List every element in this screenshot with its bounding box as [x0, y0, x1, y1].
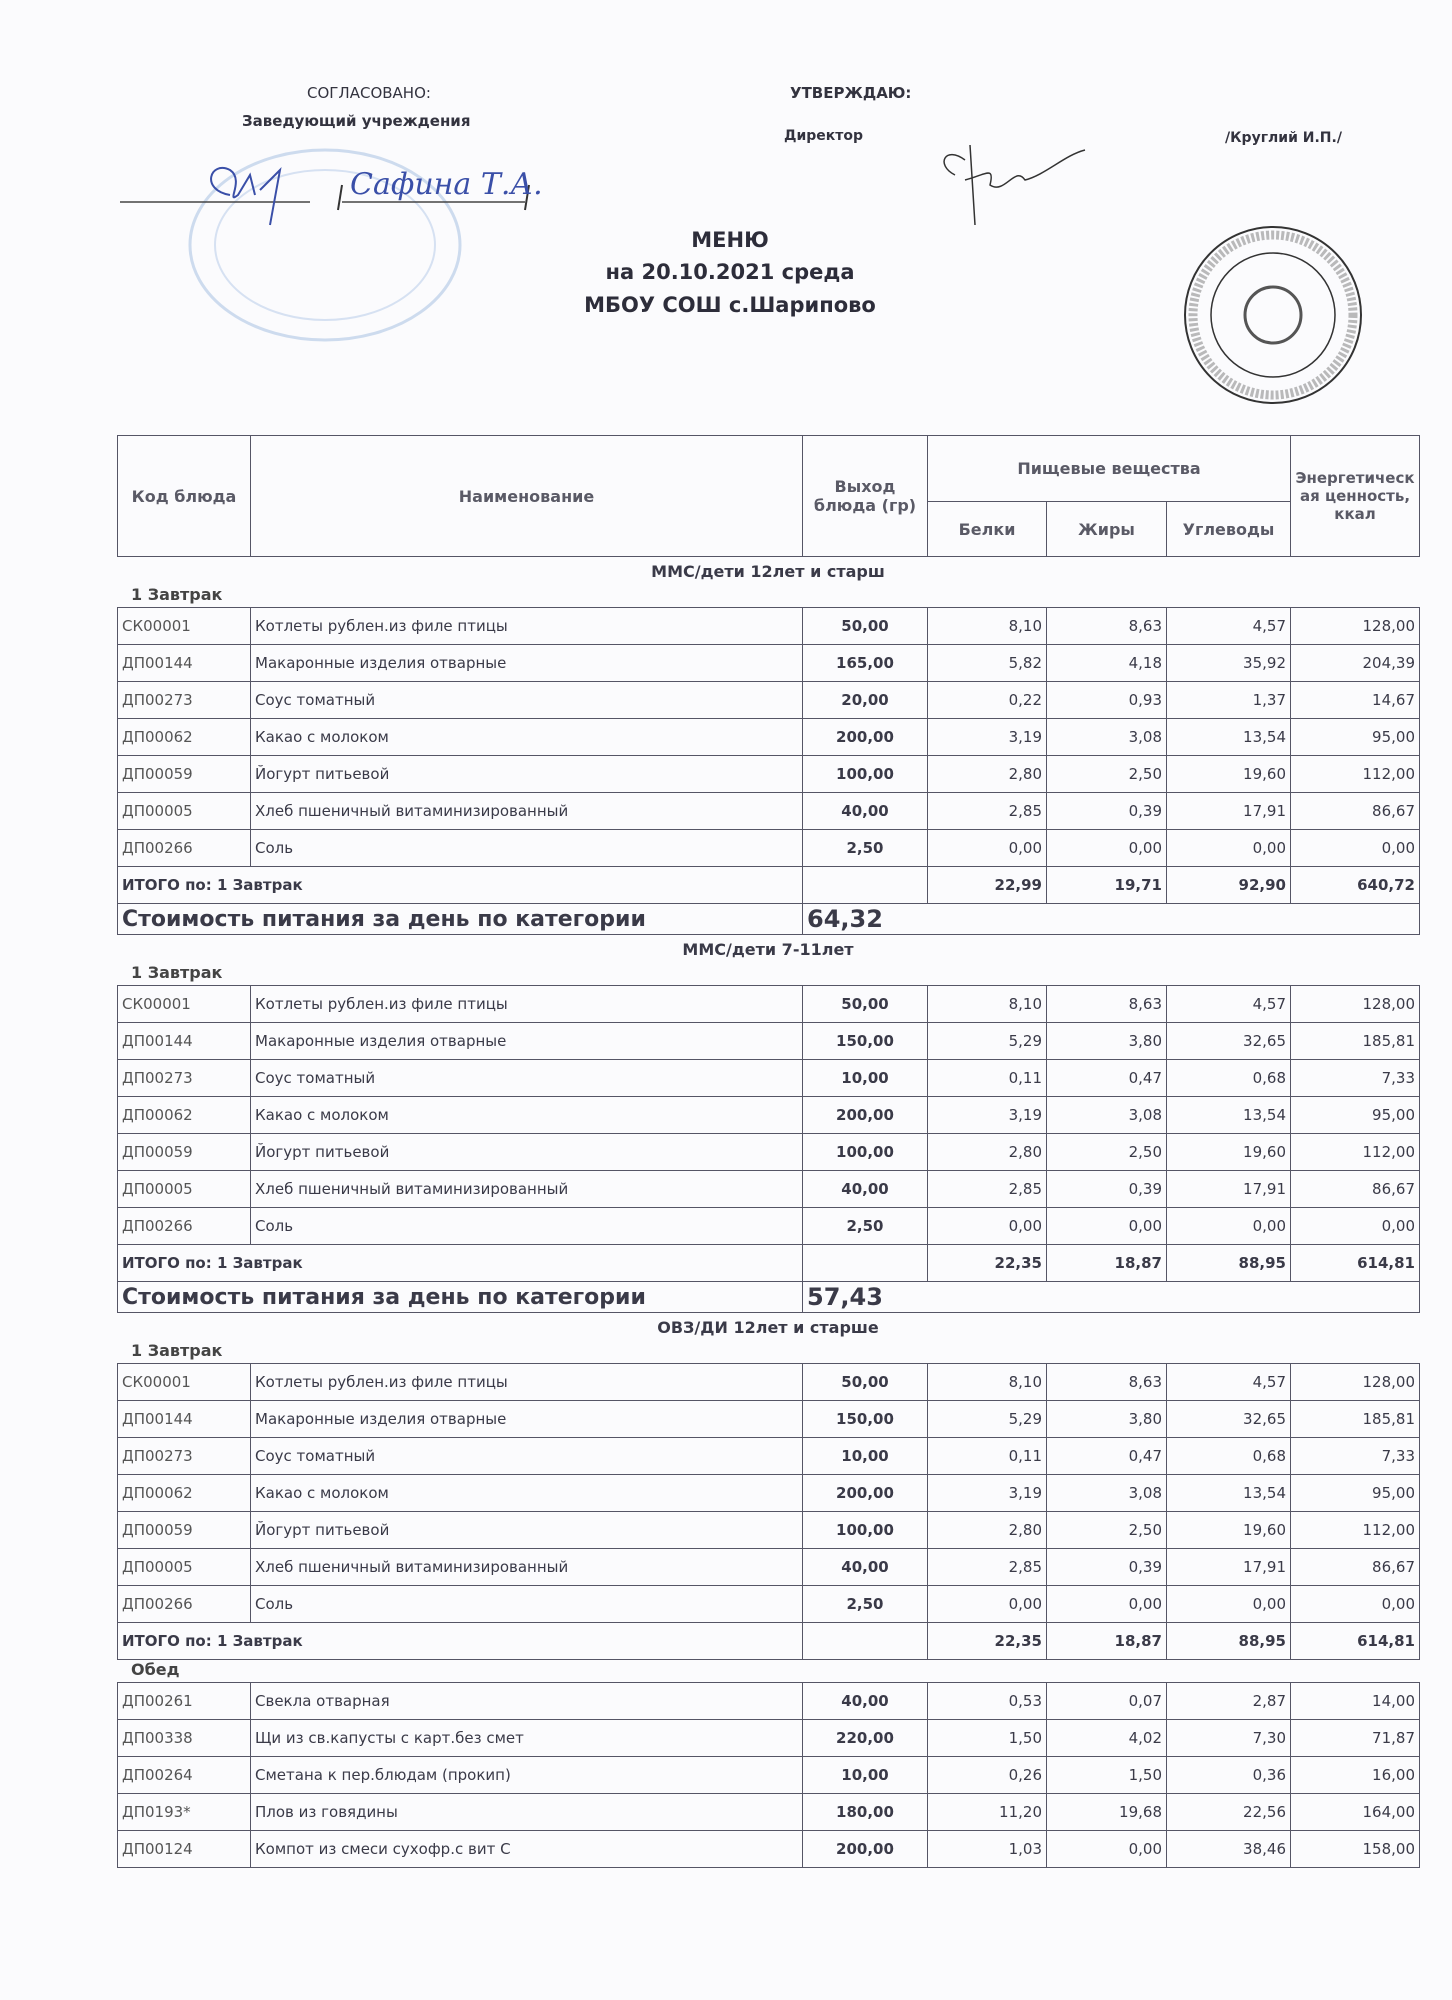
dish-code: ДП00266 [118, 1586, 251, 1623]
signature-name: Сафина Т.А. [350, 167, 543, 202]
dish-name: Какао с молоком [251, 1097, 803, 1134]
carbs-cell: 32,65 [1167, 1023, 1291, 1060]
total-row [118, 1623, 1420, 1660]
energy-cell: 0,00 [1291, 1208, 1420, 1245]
energy-cell: 71,87 [1291, 1720, 1420, 1757]
meal-table [117, 1682, 1420, 1868]
approve-label: УТВЕРЖДАЮ: [790, 84, 912, 102]
carbs-cell: 4,57 [1167, 986, 1291, 1023]
fat-cell: 3,80 [1047, 1401, 1167, 1438]
dish-name: Сметана к пер.блюдам (прокип) [251, 1757, 803, 1794]
dish-code: ДП00338 [118, 1720, 251, 1757]
protein-cell: 0,26 [928, 1757, 1047, 1794]
col-carbs: Углеводы [1167, 502, 1291, 557]
table-row [118, 1097, 1420, 1134]
carbs-cell: 17,91 [1167, 1549, 1291, 1586]
table-row [118, 830, 1420, 867]
energy-cell: 14,67 [1291, 682, 1420, 719]
energy-cell: 14,00 [1291, 1683, 1420, 1720]
dish-output: 180,00 [803, 1794, 928, 1831]
dish-output: 200,00 [803, 719, 928, 756]
dish-name: Котлеты рублен.из филе птицы [251, 1364, 803, 1401]
total-label: ИТОГО по: 1 Завтрак [118, 1623, 803, 1660]
dish-code: ДП00144 [118, 1401, 251, 1438]
cost-row [118, 1282, 1420, 1313]
dish-name: Макаронные изделия отварные [251, 645, 803, 682]
dish-name: Плов из говядины [251, 1794, 803, 1831]
table-row [118, 793, 1420, 830]
total-value: 92,90 [1167, 867, 1291, 904]
table-row [118, 1475, 1420, 1512]
fat-cell: 0,47 [1047, 1060, 1167, 1097]
total-value: 19,71 [1047, 867, 1167, 904]
fat-cell: 0,00 [1047, 1586, 1167, 1623]
protein-cell: 2,85 [928, 1171, 1047, 1208]
protein-cell: 2,80 [928, 1134, 1047, 1171]
fat-cell: 0,39 [1047, 1549, 1167, 1586]
fat-cell: 3,08 [1047, 719, 1167, 756]
total-value: 22,99 [928, 867, 1047, 904]
protein-cell: 0,00 [928, 1208, 1047, 1245]
total-value: 18,87 [1047, 1245, 1167, 1282]
carbs-cell: 0,00 [1167, 1208, 1291, 1245]
agreed-label: СОГЛАСОВАНО: [307, 84, 431, 102]
col-energy: Энергетическая ценность, ккал [1291, 436, 1420, 557]
table-row [118, 1171, 1420, 1208]
dish-output: 200,00 [803, 1831, 928, 1868]
fat-cell: 0,00 [1047, 1208, 1167, 1245]
carbs-cell: 19,60 [1167, 756, 1291, 793]
dish-name: Соль [251, 830, 803, 867]
dish-name: Макаронные изделия отварные [251, 1401, 803, 1438]
col-fat: Жиры [1047, 502, 1167, 557]
table-row [118, 756, 1420, 793]
carbs-cell: 0,00 [1167, 830, 1291, 867]
fat-cell: 0,07 [1047, 1683, 1167, 1720]
dish-output: 200,00 [803, 1097, 928, 1134]
energy-cell: 86,67 [1291, 1171, 1420, 1208]
dish-name: Йогурт питьевой [251, 1512, 803, 1549]
carbs-cell: 0,00 [1167, 1586, 1291, 1623]
dish-name: Соль [251, 1208, 803, 1245]
meal-title: 1 Завтрак [131, 963, 223, 982]
total-label: ИТОГО по: 1 Завтрак [118, 867, 803, 904]
fat-cell: 2,50 [1047, 1134, 1167, 1171]
carbs-cell: 0,68 [1167, 1438, 1291, 1475]
dish-code: ДП00059 [118, 1134, 251, 1171]
dish-output: 50,00 [803, 986, 928, 1023]
dish-output: 40,00 [803, 1683, 928, 1720]
protein-cell: 0,11 [928, 1060, 1047, 1097]
total-value: 614,81 [1291, 1245, 1420, 1282]
total-row [118, 1245, 1420, 1282]
dish-code: СК00001 [118, 608, 251, 645]
carbs-cell: 4,57 [1167, 608, 1291, 645]
carbs-cell: 22,56 [1167, 1794, 1291, 1831]
dish-output: 100,00 [803, 1512, 928, 1549]
fat-cell: 0,00 [1047, 830, 1167, 867]
cost-value: 64,32 [803, 904, 1420, 935]
protein-cell: 8,10 [928, 1364, 1047, 1401]
protein-cell: 5,29 [928, 1023, 1047, 1060]
protein-cell: 2,80 [928, 756, 1047, 793]
protein-cell: 5,29 [928, 1401, 1047, 1438]
col-output: Выход блюда (гр) [803, 436, 928, 557]
dish-code: ДП00273 [118, 1060, 251, 1097]
table-row [118, 1757, 1420, 1794]
total-output-empty [803, 1623, 928, 1660]
meal-table [117, 985, 1420, 1313]
energy-cell: 112,00 [1291, 1134, 1420, 1171]
table-row [118, 1512, 1420, 1549]
fat-cell: 8,63 [1047, 986, 1167, 1023]
dish-name: Хлеб пшеничный витаминизированный [251, 793, 803, 830]
energy-cell: 204,39 [1291, 645, 1420, 682]
carbs-cell: 17,91 [1167, 793, 1291, 830]
table-row [118, 1438, 1420, 1475]
approve-role: Директор [784, 128, 864, 144]
dish-code: ДП00266 [118, 1208, 251, 1245]
section-title: ММС/дети 7-11лет [682, 940, 854, 959]
cost-value: 57,43 [803, 1282, 1420, 1313]
section-title: ОВЗ/ДИ 12лет и старше [657, 1318, 879, 1337]
signature-agreed [120, 150, 680, 240]
fat-cell: 1,50 [1047, 1757, 1167, 1794]
protein-cell: 2,85 [928, 1549, 1047, 1586]
energy-cell: 16,00 [1291, 1757, 1420, 1794]
dish-code: ДП00005 [118, 1549, 251, 1586]
protein-cell: 8,10 [928, 986, 1047, 1023]
protein-cell: 1,50 [928, 1720, 1047, 1757]
energy-cell: 0,00 [1291, 1586, 1420, 1623]
energy-cell: 95,00 [1291, 1475, 1420, 1512]
section-title: ММС/дети 12лет и старш [651, 562, 885, 581]
total-output-empty [803, 867, 928, 904]
carbs-cell: 7,30 [1167, 1720, 1291, 1757]
table-row [118, 1401, 1420, 1438]
carbs-cell: 19,60 [1167, 1512, 1291, 1549]
carbs-cell: 0,68 [1167, 1060, 1291, 1097]
dish-output: 200,00 [803, 1475, 928, 1512]
col-code: Код блюда [118, 436, 251, 557]
dish-output: 10,00 [803, 1438, 928, 1475]
table-row [118, 1549, 1420, 1586]
dish-name: Йогурт питьевой [251, 1134, 803, 1171]
table-row [118, 682, 1420, 719]
protein-cell: 0,00 [928, 1586, 1047, 1623]
fat-cell: 0,00 [1047, 1831, 1167, 1868]
carbs-cell: 32,65 [1167, 1401, 1291, 1438]
carbs-cell: 17,91 [1167, 1171, 1291, 1208]
meal-table [117, 1363, 1420, 1660]
energy-cell: 95,00 [1291, 1097, 1420, 1134]
cost-label: Стоимость питания за день по категории [118, 904, 803, 935]
protein-cell: 3,19 [928, 1097, 1047, 1134]
table-row [118, 1364, 1420, 1401]
carbs-cell: 2,87 [1167, 1683, 1291, 1720]
table-row [118, 1683, 1420, 1720]
energy-cell: 128,00 [1291, 1364, 1420, 1401]
fat-cell: 2,50 [1047, 1512, 1167, 1549]
dish-code: СК00001 [118, 986, 251, 1023]
col-protein: Белки [928, 502, 1047, 557]
agreed-role: Заведующий учреждения [242, 112, 471, 130]
energy-cell: 128,00 [1291, 608, 1420, 645]
dish-name: Йогурт питьевой [251, 756, 803, 793]
protein-cell: 0,53 [928, 1683, 1047, 1720]
total-value: 614,81 [1291, 1623, 1420, 1660]
dish-name: Котлеты рублен.из филе птицы [251, 986, 803, 1023]
dish-code: ДП00005 [118, 793, 251, 830]
table-row [118, 1720, 1420, 1757]
protein-cell: 5,82 [928, 645, 1047, 682]
dish-output: 2,50 [803, 1208, 928, 1245]
signature-director [935, 135, 1105, 235]
total-value: 22,35 [928, 1245, 1047, 1282]
dish-output: 50,00 [803, 1364, 928, 1401]
fat-cell: 4,18 [1047, 645, 1167, 682]
table-row [118, 608, 1420, 645]
dish-name: Какао с молоком [251, 719, 803, 756]
fat-cell: 0,47 [1047, 1438, 1167, 1475]
fat-cell: 8,63 [1047, 1364, 1167, 1401]
fat-cell: 3,80 [1047, 1023, 1167, 1060]
dish-output: 2,50 [803, 1586, 928, 1623]
dish-output: 100,00 [803, 756, 928, 793]
fat-cell: 0,39 [1047, 1171, 1167, 1208]
dish-output: 220,00 [803, 1720, 928, 1757]
protein-cell: 2,85 [928, 793, 1047, 830]
table-row [118, 645, 1420, 682]
dish-code: ДП00273 [118, 682, 251, 719]
meal-title: Обед [131, 1660, 180, 1679]
dish-code: ДП00062 [118, 1475, 251, 1512]
dish-name: Макаронные изделия отварные [251, 1023, 803, 1060]
dish-code: ДП00124 [118, 1831, 251, 1868]
energy-cell: 7,33 [1291, 1060, 1420, 1097]
dish-name: Хлеб пшеничный витаминизированный [251, 1549, 803, 1586]
total-output-empty [803, 1245, 928, 1282]
energy-cell: 0,00 [1291, 830, 1420, 867]
dish-code: ДП00005 [118, 1171, 251, 1208]
table-row [118, 719, 1420, 756]
table-row [118, 1023, 1420, 1060]
round-stamp-right [1178, 220, 1368, 410]
energy-cell: 86,67 [1291, 1549, 1420, 1586]
dish-output: 10,00 [803, 1757, 928, 1794]
total-row [118, 867, 1420, 904]
carbs-cell: 4,57 [1167, 1364, 1291, 1401]
fat-cell: 19,68 [1047, 1794, 1167, 1831]
col-nutrients: Пищевые вещества [928, 436, 1291, 502]
fat-cell: 4,02 [1047, 1720, 1167, 1757]
cost-row [118, 904, 1420, 935]
carbs-cell: 13,54 [1167, 719, 1291, 756]
energy-cell: 7,33 [1291, 1438, 1420, 1475]
table-header [117, 435, 1420, 557]
dish-name: Щи из св.капусты с карт.без смет [251, 1720, 803, 1757]
dish-code: СК00001 [118, 1364, 251, 1401]
fat-cell: 0,93 [1047, 682, 1167, 719]
dish-code: ДП00062 [118, 719, 251, 756]
dish-name: Котлеты рублен.из филе птицы [251, 608, 803, 645]
dish-output: 20,00 [803, 682, 928, 719]
protein-cell: 3,19 [928, 719, 1047, 756]
meal-title: 1 Завтрак [131, 585, 223, 604]
dish-output: 40,00 [803, 1549, 928, 1586]
carbs-cell: 0,36 [1167, 1757, 1291, 1794]
energy-cell: 86,67 [1291, 793, 1420, 830]
dish-output: 40,00 [803, 793, 928, 830]
dish-output: 165,00 [803, 645, 928, 682]
approve-name: /Круглий И.П./ [1225, 130, 1342, 146]
menu-table [117, 435, 1419, 1868]
total-value: 640,72 [1291, 867, 1420, 904]
dish-code: ДП00264 [118, 1757, 251, 1794]
total-label: ИТОГО по: 1 Завтрак [118, 1245, 803, 1282]
carbs-cell: 13,54 [1167, 1097, 1291, 1134]
carbs-cell: 19,60 [1167, 1134, 1291, 1171]
dish-output: 50,00 [803, 608, 928, 645]
dish-output: 150,00 [803, 1023, 928, 1060]
dish-name: Соус томатный [251, 1060, 803, 1097]
carbs-cell: 38,46 [1167, 1831, 1291, 1868]
page-title: МЕНЮ [691, 228, 769, 252]
dish-output: 100,00 [803, 1134, 928, 1171]
table-row [118, 1208, 1420, 1245]
protein-cell: 0,11 [928, 1438, 1047, 1475]
table-row [118, 1794, 1420, 1831]
fat-cell: 0,39 [1047, 793, 1167, 830]
dish-output: 10,00 [803, 1060, 928, 1097]
fat-cell: 3,08 [1047, 1097, 1167, 1134]
fat-cell: 2,50 [1047, 756, 1167, 793]
col-name: Наименование [251, 436, 803, 557]
dish-name: Компот из смеси сухофр.с вит С [251, 1831, 803, 1868]
table-row [118, 1586, 1420, 1623]
total-value: 18,87 [1047, 1623, 1167, 1660]
dish-code: ДП00062 [118, 1097, 251, 1134]
total-value: 88,95 [1167, 1623, 1291, 1660]
dish-name: Соль [251, 1586, 803, 1623]
table-row [118, 1134, 1420, 1171]
total-value: 88,95 [1167, 1245, 1291, 1282]
energy-cell: 158,00 [1291, 1831, 1420, 1868]
school-name: МБОУ СОШ с.Шарипово [584, 293, 876, 317]
dish-name: Соус томатный [251, 1438, 803, 1475]
dish-output: 2,50 [803, 830, 928, 867]
dish-output: 40,00 [803, 1171, 928, 1208]
protein-cell: 1,03 [928, 1831, 1047, 1868]
energy-cell: 112,00 [1291, 756, 1420, 793]
dish-name: Какао с молоком [251, 1475, 803, 1512]
carbs-cell: 13,54 [1167, 1475, 1291, 1512]
cost-label: Стоимость питания за день по категории [118, 1282, 803, 1313]
dish-name: Свекла отварная [251, 1683, 803, 1720]
dish-name: Хлеб пшеничный витаминизированный [251, 1171, 803, 1208]
dish-code: ДП00144 [118, 645, 251, 682]
energy-cell: 112,00 [1291, 1512, 1420, 1549]
fat-cell: 8,63 [1047, 608, 1167, 645]
energy-cell: 128,00 [1291, 986, 1420, 1023]
protein-cell: 0,00 [928, 830, 1047, 867]
dish-code: ДП00273 [118, 1438, 251, 1475]
energy-cell: 185,81 [1291, 1401, 1420, 1438]
protein-cell: 8,10 [928, 608, 1047, 645]
protein-cell: 11,20 [928, 1794, 1047, 1831]
dish-code: ДП0193* [118, 1794, 251, 1831]
carbs-cell: 1,37 [1167, 682, 1291, 719]
menu-date: на 20.10.2021 среда [605, 260, 855, 284]
protein-cell: 3,19 [928, 1475, 1047, 1512]
meal-title: 1 Завтрак [131, 1341, 223, 1360]
fat-cell: 3,08 [1047, 1475, 1167, 1512]
dish-code: ДП00261 [118, 1683, 251, 1720]
table-row [118, 1831, 1420, 1868]
dish-code: ДП00266 [118, 830, 251, 867]
carbs-cell: 35,92 [1167, 645, 1291, 682]
protein-cell: 2,80 [928, 1512, 1047, 1549]
dish-code: ДП00059 [118, 1512, 251, 1549]
energy-cell: 95,00 [1291, 719, 1420, 756]
table-row [118, 986, 1420, 1023]
meal-table [117, 607, 1420, 935]
total-value: 22,35 [928, 1623, 1047, 1660]
dish-output: 150,00 [803, 1401, 928, 1438]
table-row [118, 1060, 1420, 1097]
energy-cell: 185,81 [1291, 1023, 1420, 1060]
dish-name: Соус томатный [251, 682, 803, 719]
dish-code: ДП00144 [118, 1023, 251, 1060]
energy-cell: 164,00 [1291, 1794, 1420, 1831]
protein-cell: 0,22 [928, 682, 1047, 719]
dish-code: ДП00059 [118, 756, 251, 793]
